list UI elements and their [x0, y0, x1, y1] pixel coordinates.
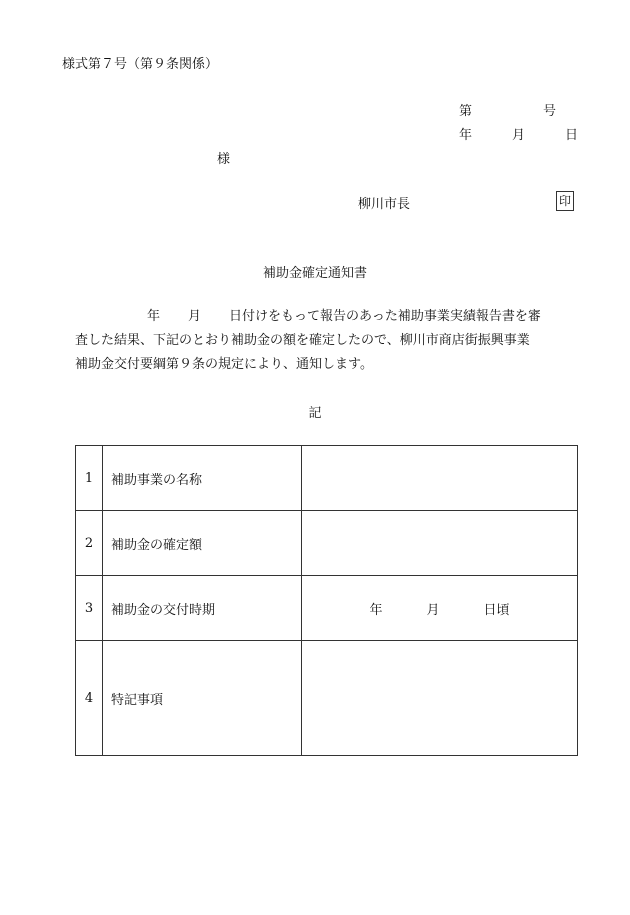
row-value-special-notes[interactable]: [302, 641, 578, 756]
addressee-suffix: 様: [217, 152, 231, 167]
notice-body: [75, 305, 580, 377]
body-line-1-rest: 日付けをもって報告のあった補助事業実績報告書を審: [229, 309, 541, 324]
row-label: 補助金の確定額: [103, 511, 302, 576]
row-number: 1: [76, 446, 103, 511]
document-date: [459, 124, 578, 143]
sender-name: 柳川市長: [358, 197, 411, 212]
body-line-3: 補助金交付要綱第９条の規定により、通知します。: [75, 357, 373, 372]
body-month: 月: [188, 309, 202, 324]
row-number: 2: [76, 511, 103, 576]
row-label: 補助金の交付時期: [103, 576, 302, 641]
row-number: 3: [76, 576, 103, 641]
pay-year: 年: [369, 602, 383, 618]
form-number: 様式第７号（第９条関係）: [62, 57, 219, 72]
pay-month: 月: [426, 602, 440, 618]
doc-no-prefix: 第: [459, 104, 473, 119]
date-month: 月: [512, 128, 526, 143]
ki-heading: 記: [308, 406, 322, 421]
table-row: [76, 511, 578, 576]
document-number: [459, 100, 556, 119]
row-value-fixed-amount[interactable]: [302, 511, 578, 576]
row-label: 特記事項: [103, 641, 302, 756]
row-label: 補助事業の名称: [103, 446, 302, 511]
body-line-2: 査した結果、下記のとおり補助金の額を確定したので、柳川市商店街振興事業: [75, 333, 530, 348]
pay-day: 日頃: [483, 602, 510, 618]
date-day: 日: [565, 128, 579, 143]
table-row: [76, 641, 578, 756]
row-number: 4: [76, 641, 103, 756]
body-line-1: [75, 305, 580, 329]
document-title: 補助金確定通知書: [262, 266, 367, 281]
date-year: 年: [459, 128, 473, 143]
detail-table: [75, 445, 578, 756]
table-row: [76, 576, 578, 641]
doc-no-suffix: 号: [543, 104, 557, 119]
table-row: [76, 446, 578, 511]
row-value-payment-date[interactable]: [302, 576, 578, 641]
row-value-project-name[interactable]: [302, 446, 578, 511]
seal-mark: 印: [556, 191, 574, 211]
body-year: 年: [147, 309, 161, 324]
